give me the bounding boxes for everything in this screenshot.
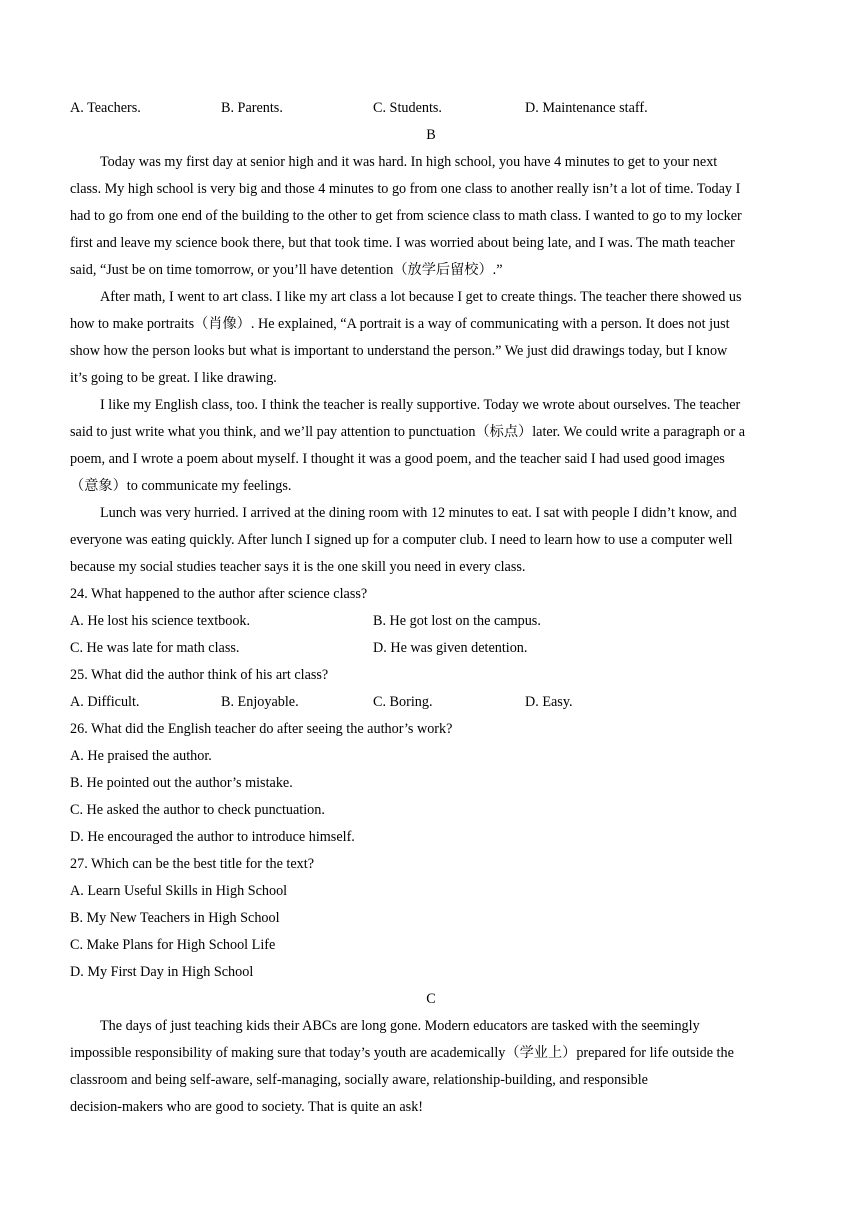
section-heading-c: C	[426, 991, 436, 1007]
option-b: B. Parents.	[221, 100, 283, 116]
passage-line: because my social studies teacher says it is the one skill you need in every class.	[70, 559, 526, 575]
option-c: C. Students.	[373, 100, 442, 116]
passage-line: classroom and being self-aware, self-managing, socially aware, relationship-building, and responsible	[70, 1072, 648, 1088]
option-b: B. He pointed out the author’s mistake.	[70, 775, 293, 791]
passage-line: I like my English class, too. I think the teacher is really supportive. Today we wrote about ourselves. The teacher	[100, 397, 741, 413]
passage-line: it’s going to be great. I like drawing.	[70, 370, 277, 386]
option-a: A. He praised the author.	[70, 748, 212, 764]
question-25-stem: 25. What did the author think of his art class?	[70, 667, 329, 683]
option-b: B. Enjoyable.	[221, 694, 299, 710]
question-26-stem: 26. What did the English teacher do after seeing the author’s work?	[70, 721, 453, 737]
option-d: D. He was given detention.	[373, 640, 528, 656]
passage-line: The days of just teaching kids their ABCs are long gone. Modern educators are tasked with the seemingly	[100, 1018, 700, 1034]
passage-line: Today was my first day at senior high and it was hard. In high school, you have 4 minutes to get to your next	[100, 154, 718, 170]
question-27-stem: 27. Which can be the best title for the text?	[70, 856, 314, 872]
passage-line: show how the person looks but what is important to understand the person.” We just did drawings today, but I know	[70, 343, 728, 359]
option-c: C. Boring.	[373, 694, 433, 710]
passage-line: After math, I went to art class. I like my art class a lot because I get to create things. The teacher there showed us	[100, 289, 742, 305]
question-24-options-row-2	[70, 635, 792, 662]
option-a: A. Teachers.	[70, 100, 141, 116]
passage-line: poem, and I wrote a poem about myself. I thought it was a good poem, and the teacher said I had used good images	[70, 451, 725, 467]
question-25-options	[70, 689, 792, 716]
option-d: D. Maintenance staff.	[525, 100, 648, 116]
passage-line: impossible responsibility of making sure that today’s youth are academically（学业上）prepared for life outside the	[70, 1045, 734, 1061]
passage-b-paragraph-3	[70, 392, 792, 500]
option-b: B. He got lost on the campus.	[373, 613, 541, 629]
option-a: A. He lost his science textbook.	[70, 613, 251, 629]
passage-b-paragraph-2	[70, 284, 792, 392]
question-24-stem: 24. What happened to the author after science class?	[70, 586, 368, 602]
option-d: D. Easy.	[525, 694, 573, 710]
passage-b-paragraph-1	[70, 149, 792, 284]
option-d: D. My First Day in High School	[70, 964, 254, 980]
passage-line: had to go from one end of the building to the other to get from science class to math class. I wanted to go to my locker	[70, 208, 742, 224]
option-b: B. My New Teachers in High School	[70, 910, 280, 926]
passage-line: class. My high school is very big and those 4 minutes to go from one class to another really isn’t a lot of time. Today I	[70, 181, 741, 197]
section-heading-b: B	[426, 127, 436, 143]
passage-line: said to just write what you think, and we’ll pay attention to punctuation（标点）later. We could write a paragraph or a	[70, 424, 746, 440]
passage-b-paragraph-4	[70, 500, 792, 581]
document-page	[70, 95, 792, 1121]
option-c: C. He was late for math class.	[70, 640, 240, 656]
passage-line: Lunch was very hurried. I arrived at the dining room with 12 minutes to eat. I sat with people I didn’t know, and	[100, 505, 737, 521]
passage-c-paragraph-1	[70, 1013, 792, 1121]
option-c: C. He asked the author to check punctuation.	[70, 802, 325, 818]
passage-line: everyone was eating quickly. After lunch I signed up for a computer club. I need to learn how to use a computer well	[70, 532, 733, 548]
passage-line: decision-makers who are good to society. That is quite an ask!	[70, 1099, 424, 1115]
option-c: C. Make Plans for High School Life	[70, 937, 276, 953]
option-d: D. He encouraged the author to introduce himself.	[70, 829, 355, 845]
prev-question-options	[70, 95, 792, 122]
question-24-options-row-1	[70, 608, 792, 635]
passage-line: （意象）to communicate my feelings.	[70, 478, 292, 494]
option-a: A. Learn Useful Skills in High School	[70, 883, 288, 899]
passage-line: first and leave my science book there, but that took time. I was worried about being late, and I was. The math teacher	[70, 235, 735, 251]
passage-line: said, “Just be on time tomorrow, or you’ll have detention（放学后留校）.”	[70, 262, 503, 278]
passage-line: how to make portraits（肖像）. He explained, “A portrait is a way of communicating with a person. It does not just	[70, 316, 730, 332]
option-a: A. Difficult.	[70, 694, 140, 710]
